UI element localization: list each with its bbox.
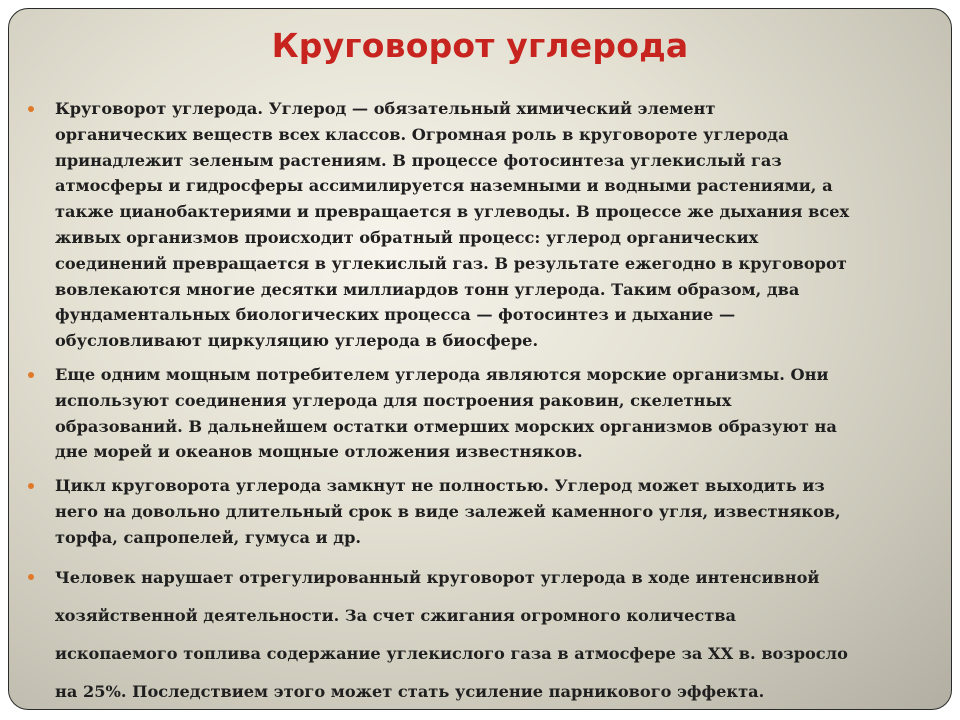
bullet-text: Круговорот углерода. Углерод — обязательный химический элемент органических веществ всех классов. Огромная роль в круговороте углерода принадлежит зеленым растениям. В процессе фотосинтеза углекислый газ атмосферы и гидросферы ассимилируется наземными и водными растениями, а также цианобактериями и превращается в углеводы. В процессе же дыхания всех живых организмов происходит обратный процесс: углерод органических соединений превращается в углекислый газ. В результате ежегодно в круговорот вовлекаются многие десятки миллиардов тонн углерода. Таким образом, два фундаментальных биологических процесса — фотосинтез и дыхание — обусловливают циркуляцию углерода в биосфере.	[55, 99, 850, 351]
bullet-icon	[28, 372, 34, 378]
bullet-item-4	[27, 559, 907, 711]
slide-content	[27, 96, 907, 719]
bullet-item-3	[27, 473, 907, 550]
bullet-item-1	[27, 96, 907, 354]
bullet-item-2	[27, 362, 907, 465]
bullet-text: Цикл круговорота углерода замкнут не полностью. Углерод может выходить из него на довольно длительный срок в виде залежей каменного угля, известняков, торфа, сапропелей, гумуса и др.	[55, 476, 841, 547]
bullet-icon	[28, 106, 34, 112]
bullet-icon	[28, 574, 34, 580]
bullet-text: Еще одним мощным потребителем углерода являются морские организмы. Они используют соединения углерода для построения раковин, скелетных образований. В дальнейшем остатки отмерших морских организмов образуют на дне морей и океанов мощные отложения известняков.	[55, 364, 837, 462]
bullet-text: Человек нарушает отрегулированный круговорот углерода в ходе интенсивной хозяйственной деятельности. За счет сжигания огромного количества ископаемого топлива содержание углекислого газа в атмосфере за XX в. возросло на 25%. Последствием этого может стать усиление парникового эффекта.	[55, 567, 848, 701]
bullet-icon	[28, 483, 34, 489]
slide-title: Круговорот углерода	[271, 26, 689, 65]
